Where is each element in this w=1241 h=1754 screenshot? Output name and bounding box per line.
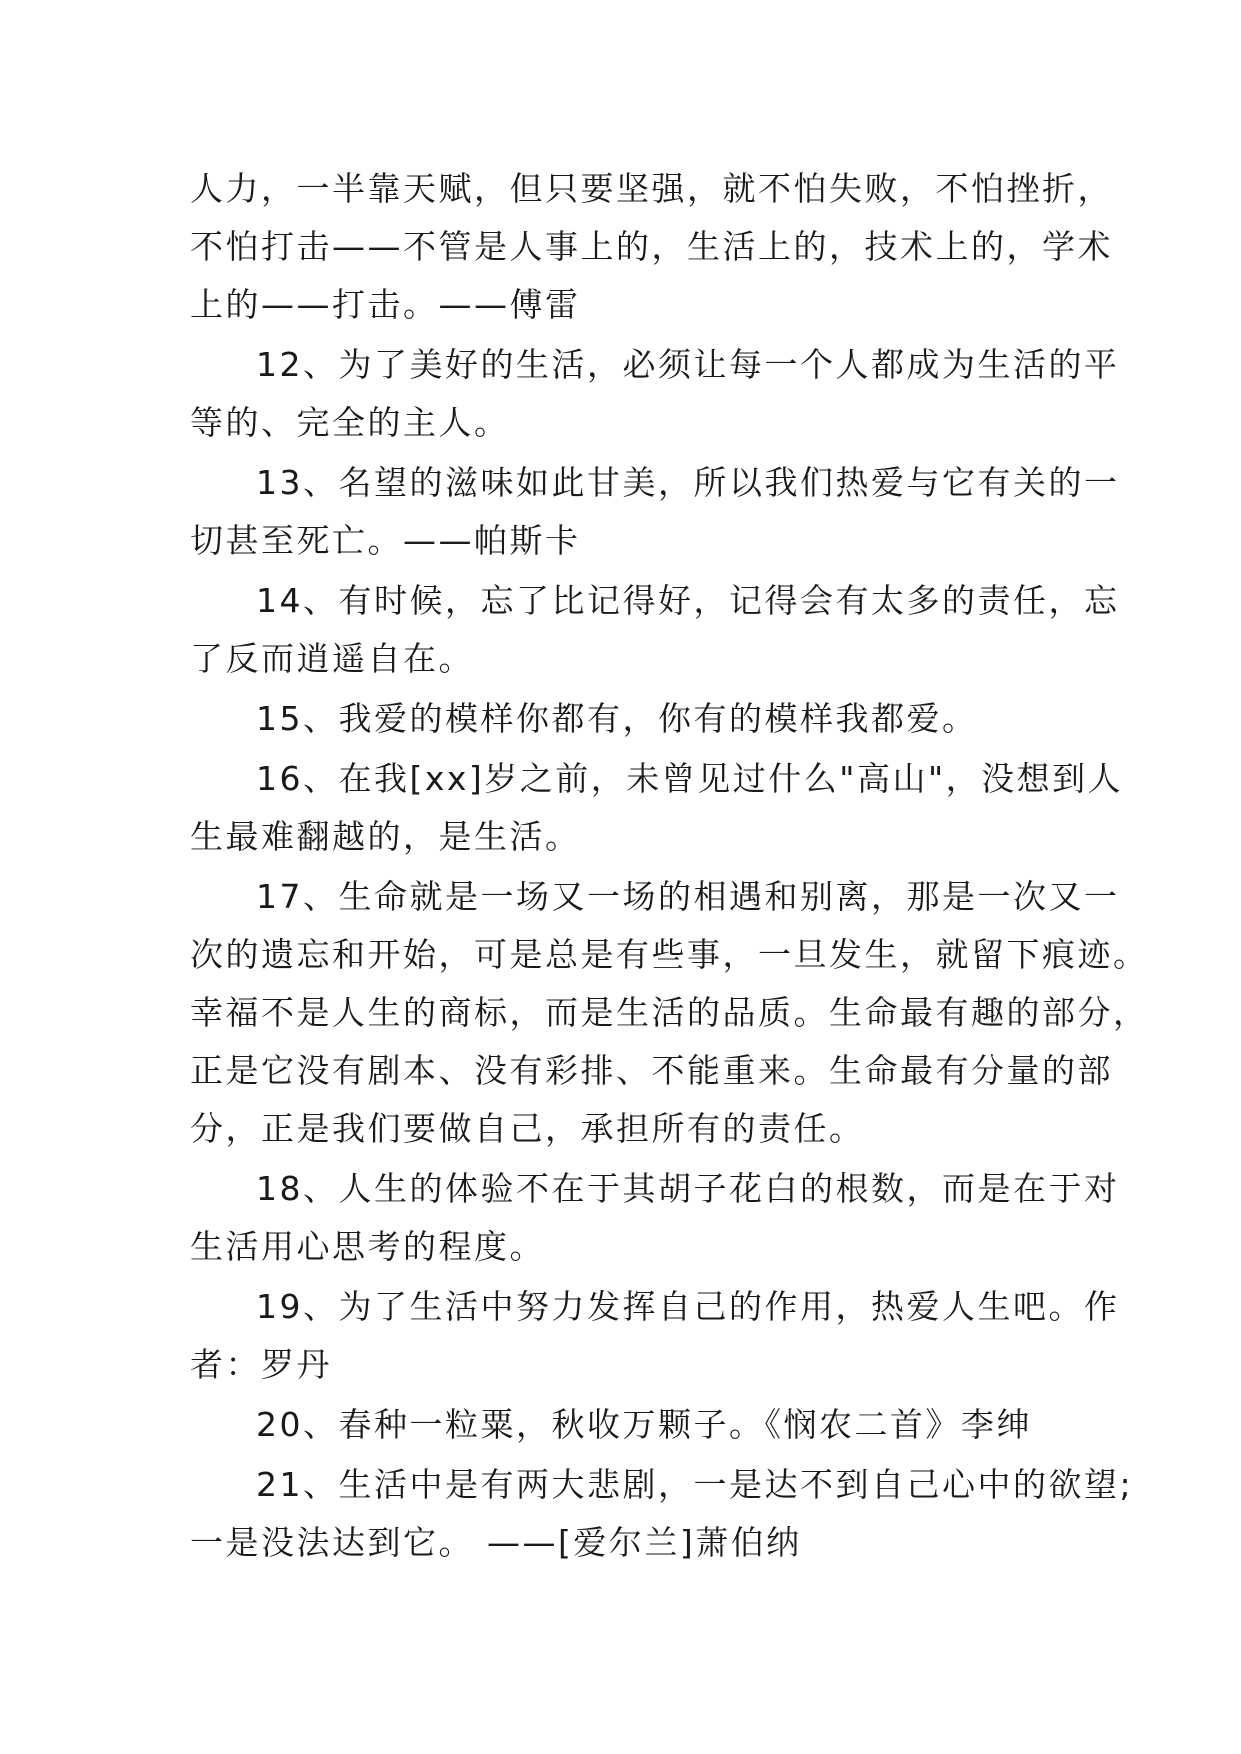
paragraph-quote-19 — [190, 1278, 1120, 1394]
text-line: 20、春种一粒粟，秋收万颗子。《悯农二首》李绅 — [256, 1405, 1032, 1444]
text-line: 一是没法达到它。 ——[爱尔兰]萧伯纳 — [190, 1523, 802, 1562]
paragraph-quote-21 — [190, 1456, 1134, 1572]
text-line: 者：罗丹 — [190, 1345, 332, 1384]
paragraph-quote-12 — [190, 336, 1120, 452]
paragraph-quote-20 — [190, 1396, 1070, 1454]
text-line: 16、在我[xx]岁之前，未曾见过什么"高山"，没想到人 — [256, 759, 1124, 798]
paragraph-quote-16 — [190, 750, 1124, 866]
paragraph-quote-18 — [190, 1160, 1120, 1276]
paragraph-quote-13 — [190, 454, 1120, 570]
paragraph-continuation — [190, 160, 1113, 334]
text-line: 15、我爱的模样你都有，你有的模样我都爱。 — [256, 699, 978, 738]
text-line: 上的——打击。——傅雷 — [190, 285, 581, 324]
text-line: 19、为了生活中努力发挥自己的作用，热爱人生吧。作 — [256, 1287, 1120, 1326]
text-line: 幸福不是人生的商标，而是生活的品质。生命最有趣的部分， — [190, 993, 1149, 1032]
text-line: 切甚至死亡。——帕斯卡 — [190, 521, 581, 560]
text-line: 正是它没有剧本、没有彩排、不能重来。生命最有分量的部 — [190, 1051, 1113, 1090]
text-line: 12、为了美好的生活，必须让每一个人都成为生活的平 — [256, 345, 1120, 384]
text-line: 13、名望的滋味如此甘美，所以我们热爱与它有关的一 — [256, 463, 1120, 502]
text-line: 次的遗忘和开始，可是总是有些事，一旦发生，就留下痕迹。 — [190, 935, 1149, 974]
text-line: 14、有时候，忘了比记得好，记得会有太多的责任，忘 — [256, 581, 1120, 620]
text-line: 等的、完全的主人。 — [190, 403, 510, 442]
text-line: 18、人生的体验不在于其胡子花白的根数，而是在于对 — [256, 1169, 1120, 1208]
paragraph-quote-15 — [190, 690, 1070, 748]
text-line: 分，正是我们要做自己，承担所有的责任。 — [190, 1109, 865, 1148]
text-line: 生活用心思考的程度。 — [190, 1227, 545, 1266]
document-page — [190, 160, 1149, 1574]
text-line: 17、生命就是一场又一场的相遇和别离，那是一次又一 — [256, 877, 1120, 916]
paragraph-quote-14 — [190, 572, 1120, 688]
text-line: 了反而逍遥自在。 — [190, 639, 474, 678]
text-line: 人力，一半靠天赋，但只要坚强，就不怕失败，不怕挫折， — [190, 169, 1113, 208]
text-line: 生最难翻越的，是生活。 — [190, 817, 581, 856]
paragraph-quote-17 — [190, 868, 1149, 1158]
text-line: 21、生活中是有两大悲剧，一是达不到自己心中的欲望; — [256, 1465, 1134, 1504]
text-line: 不怕打击——不管是人事上的，生活上的，技术上的，学术 — [190, 227, 1113, 266]
